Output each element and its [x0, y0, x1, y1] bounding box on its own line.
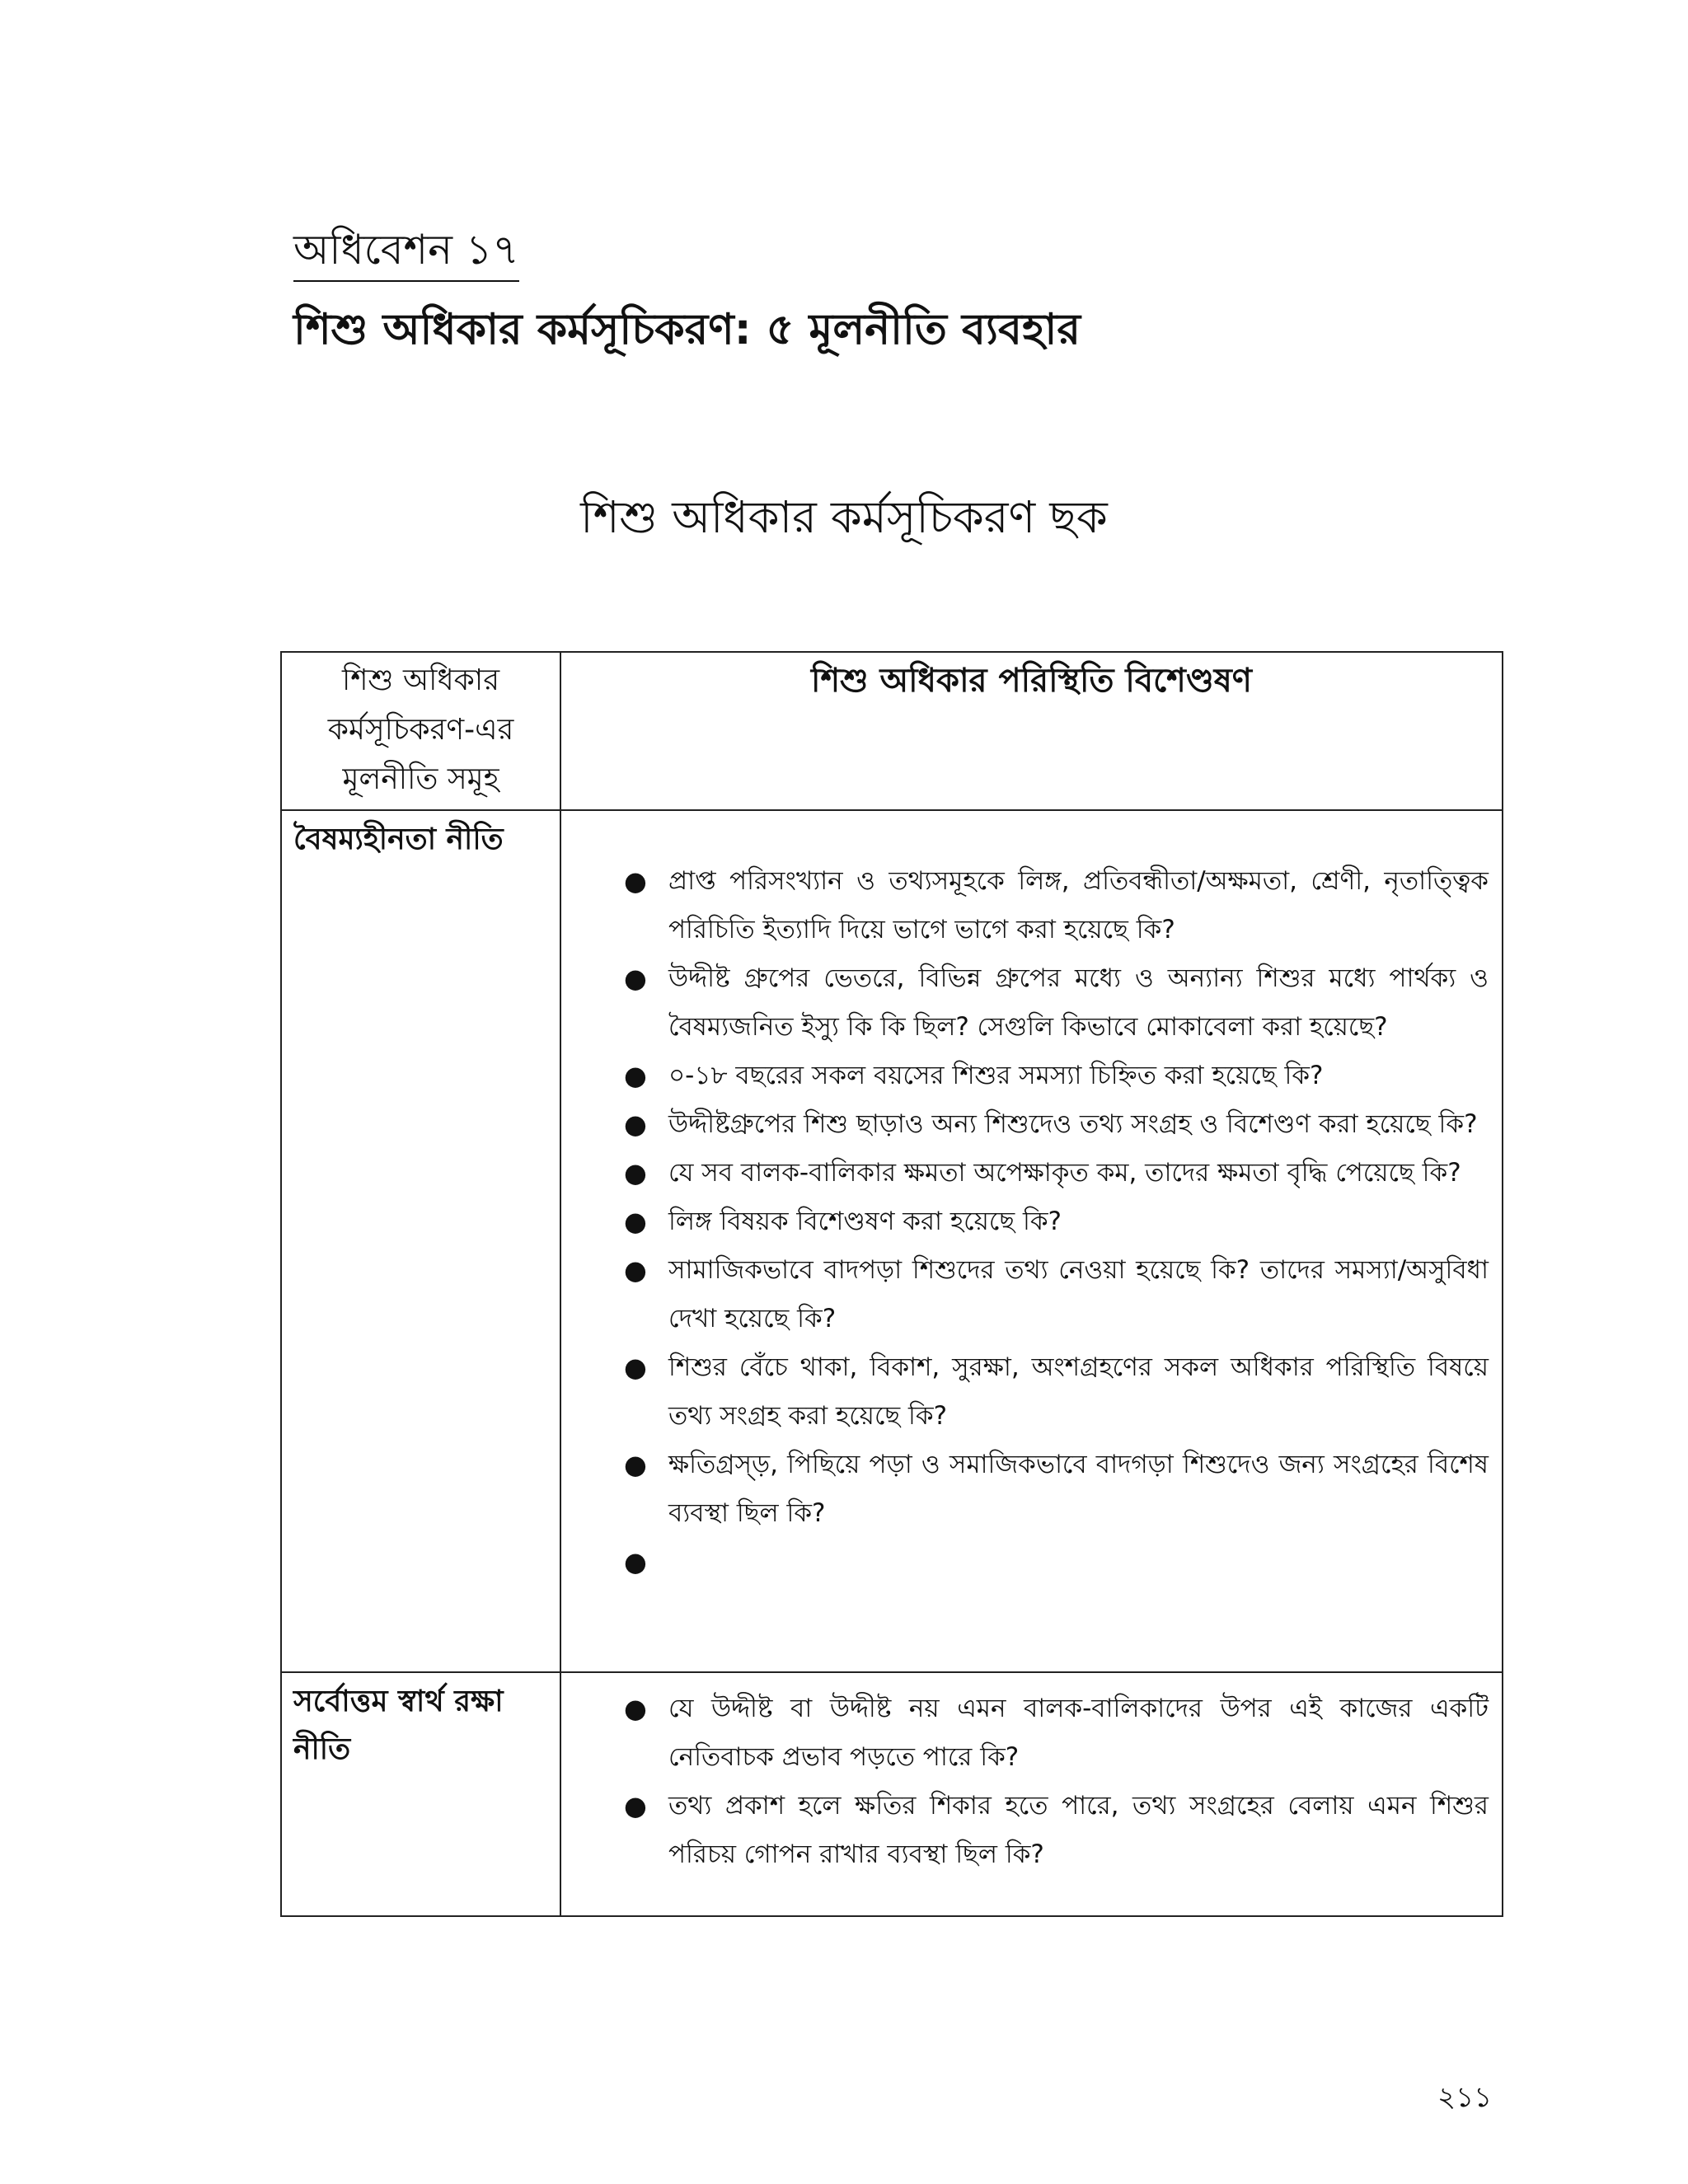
checklist-table	[280, 651, 1503, 1917]
questions-cell	[560, 1672, 1503, 1916]
list-item	[624, 1441, 1489, 1538]
question-text	[668, 1547, 677, 1577]
header-analysis: শিশু অধিকার পরিস্থিতি বিশেণ্ডষণ	[560, 652, 1503, 810]
bullet-icon: ●	[624, 1546, 647, 1577]
table-row	[281, 810, 1503, 1672]
bullet-icon: ●	[624, 1352, 647, 1383]
question-text: সামাজিকভাবে বাদপড়া শিশুদের তথ্য নেওয়া হয়েছে কি? তাদের সমস্যা/অসুবিধা দেখা হয়েছে কি?	[668, 1255, 1489, 1333]
question-text: যে উদ্দীষ্ট বা উদ্দীষ্ট নয় এমন বালক-বালিকাদের উপর এই কাজের একটি নেতিবাচক প্রভাব পড়তে পারে কি?	[668, 1694, 1489, 1772]
table-row	[281, 1672, 1503, 1916]
list-item	[624, 1246, 1489, 1343]
question-text: ক্ষতিগ্রস্ড়, পিছিয়ে পড়া ও সমাজিকভাবে বাদগড়া শিশুদেও জন্য সংগ্রহের বিশেষ ব্যবস্থা ছিল কি?	[668, 1450, 1489, 1528]
list-item	[624, 857, 1489, 954]
question-text: ০-১৮ বছরের সকল বয়সের শিশুর সমস্যা চিহ্নিত করা হয়েছে কি?	[668, 1061, 1324, 1090]
bullet-icon: ●	[624, 865, 647, 897]
list-item	[624, 1197, 1489, 1246]
question-text: লিঙ্গ বিষয়ক বিশেণ্ডষণ করা হয়েছে কি?	[668, 1207, 1062, 1236]
bullet-icon: ●	[624, 963, 647, 994]
list-item	[624, 1149, 1489, 1197]
list-item	[624, 954, 1489, 1052]
session-label: অধিবেশন ১৭	[293, 221, 519, 282]
list-item	[624, 1100, 1489, 1149]
page-number: ২১১	[1437, 2081, 1493, 2114]
bullet-icon: ●	[624, 1254, 647, 1286]
bullet-icon: ●	[624, 1108, 647, 1140]
list-item	[624, 1052, 1489, 1100]
list-item	[624, 1343, 1489, 1441]
bullet-icon: ●	[624, 1693, 647, 1724]
question-text: তথ্য প্রকাশ হলে ক্ষতির শিকার হতে পারে, তথ্য সংগ্রহের বেলায় এমন শিশুর পরিচয় গোপন রাখার ব্যবস্থা ছিল কি?	[668, 1791, 1489, 1869]
bullet-icon: ●	[624, 1206, 647, 1237]
bullet-icon: ●	[624, 1790, 647, 1821]
principle-best-interest: সর্বোত্তম স্বার্থ রক্ষা নীতি	[281, 1672, 560, 1916]
bullet-icon: ●	[624, 1157, 647, 1188]
question-text: উদ্দীষ্ট গ্রুপের ভেতরে, বিভিন্ন গ্রুপের মধ্যে ও অন্যান্য শিশুর মধ্যে পার্থক্য ও বৈষম্যজনিত ইস্যু কি কি ছিল? সেগুলি কিভাবে মোকাবেলা করা হয়েছে?	[668, 963, 1489, 1042]
questions-cell	[560, 810, 1503, 1672]
list-item	[624, 1685, 1489, 1782]
bullet-icon: ●	[624, 1449, 647, 1480]
list-item	[624, 1538, 1489, 1586]
question-text: প্রাপ্ত পরিসংখ্যান ও তথ্যসমূহকে লিঙ্গ, প্রতিবন্ধীতা/অক্ষমতা, শ্রেণী, নৃতাত্ত্বিক পরিচিতি ইত্যাদি দিয়ে ভাগে ভাগে করা হয়েছে কি?	[668, 866, 1489, 944]
page-title: শিশু অধিকার কর্মসূচিকরণ: ৫ মূলনীতি ব্যবহার	[293, 305, 1081, 354]
question-text: শিশুর বেঁচে থাকা, বিকাশ, সুরক্ষা, অংশগ্রহণের সকল অধিকার পরিস্থিতি বিষয়ে তথ্য সংগ্রহ করা হয়েছে কি?	[668, 1352, 1489, 1431]
header-principles: শিশু অধিকার কর্মসূচিকরণ-এর মূলনীতি সমূহ	[281, 652, 560, 810]
principle-non-discrimination: বৈষম্যহীনতা নীতি	[281, 810, 560, 1672]
question-text: যে সব বালক-বালিকার ক্ষমতা অপেক্ষাকৃত কম, তাদের ক্ষমতা বৃদ্ধি পেয়েছে কি?	[668, 1158, 1461, 1188]
list-item	[624, 1782, 1489, 1879]
question-text: উদ্দীষ্টগ্রুপের শিশু ছাড়াও অন্য শিশুদেও তথ্য সংগ্রহ ও বিশেণ্ডণ করা হয়েছে কি?	[668, 1109, 1478, 1139]
bullet-icon: ●	[624, 1060, 647, 1091]
table-title: শিশু অধিকার কর্মসূচিকরণ ছক	[580, 491, 1108, 543]
table-header-row	[281, 652, 1503, 810]
